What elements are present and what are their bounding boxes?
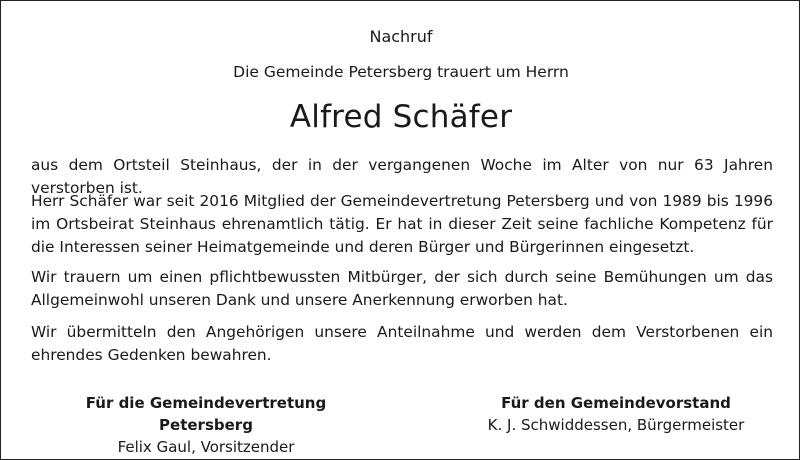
signature-council-person: Felix Gaul, Vorsitzender <box>117 438 295 456</box>
paragraph-residence: aus dem Ortsteil Steinhaus, der in der vergangenen Woche im Alter von nur 63 Jahren verstorben ist. <box>31 156 773 197</box>
signature-board-person: K. J. Schwiddessen, Bürgermeister <box>487 416 745 434</box>
signature-board <box>456 392 776 436</box>
notice-heading: Nachruf <box>369 27 433 46</box>
deceased-name: Alfred Schäfer <box>289 99 513 135</box>
paragraph-service: Herr Schäfer war seit 2016 Mitglied der Gemeindevertretung Petersberg und von 1989 bis 1996 im Ortsbeirat Steinhaus ehrenamtlich tätig. Er hat in dieser Zeit seine fachliche Kompetenz für die Interessen seiner Heimatgemeinde und deren Bürger und Bürgerinnen eingesetzt. <box>31 192 773 256</box>
paragraph-mourning: Wir trauern um einen pflichtbewussten Mitbürger, der sich durch seine Bemühungen um das Allgemeinwohl unseren Dank und unsere Anerkennung erworben hat. <box>31 268 773 309</box>
paragraph-condolence: Wir übermitteln den Angehörigen unsere Anteilnahme und werden dem Verstorbenen ein ehrendes Gedenken bewahren. <box>31 323 773 364</box>
signature-council <box>41 392 371 458</box>
signature-board-organization: Für den Gemeindevorstand <box>501 394 731 412</box>
signature-council-organization: Für die Gemeindevertretung Petersberg <box>85 394 327 434</box>
notice-intro: Die Gemeinde Petersberg trauert um Herrn <box>233 63 569 81</box>
